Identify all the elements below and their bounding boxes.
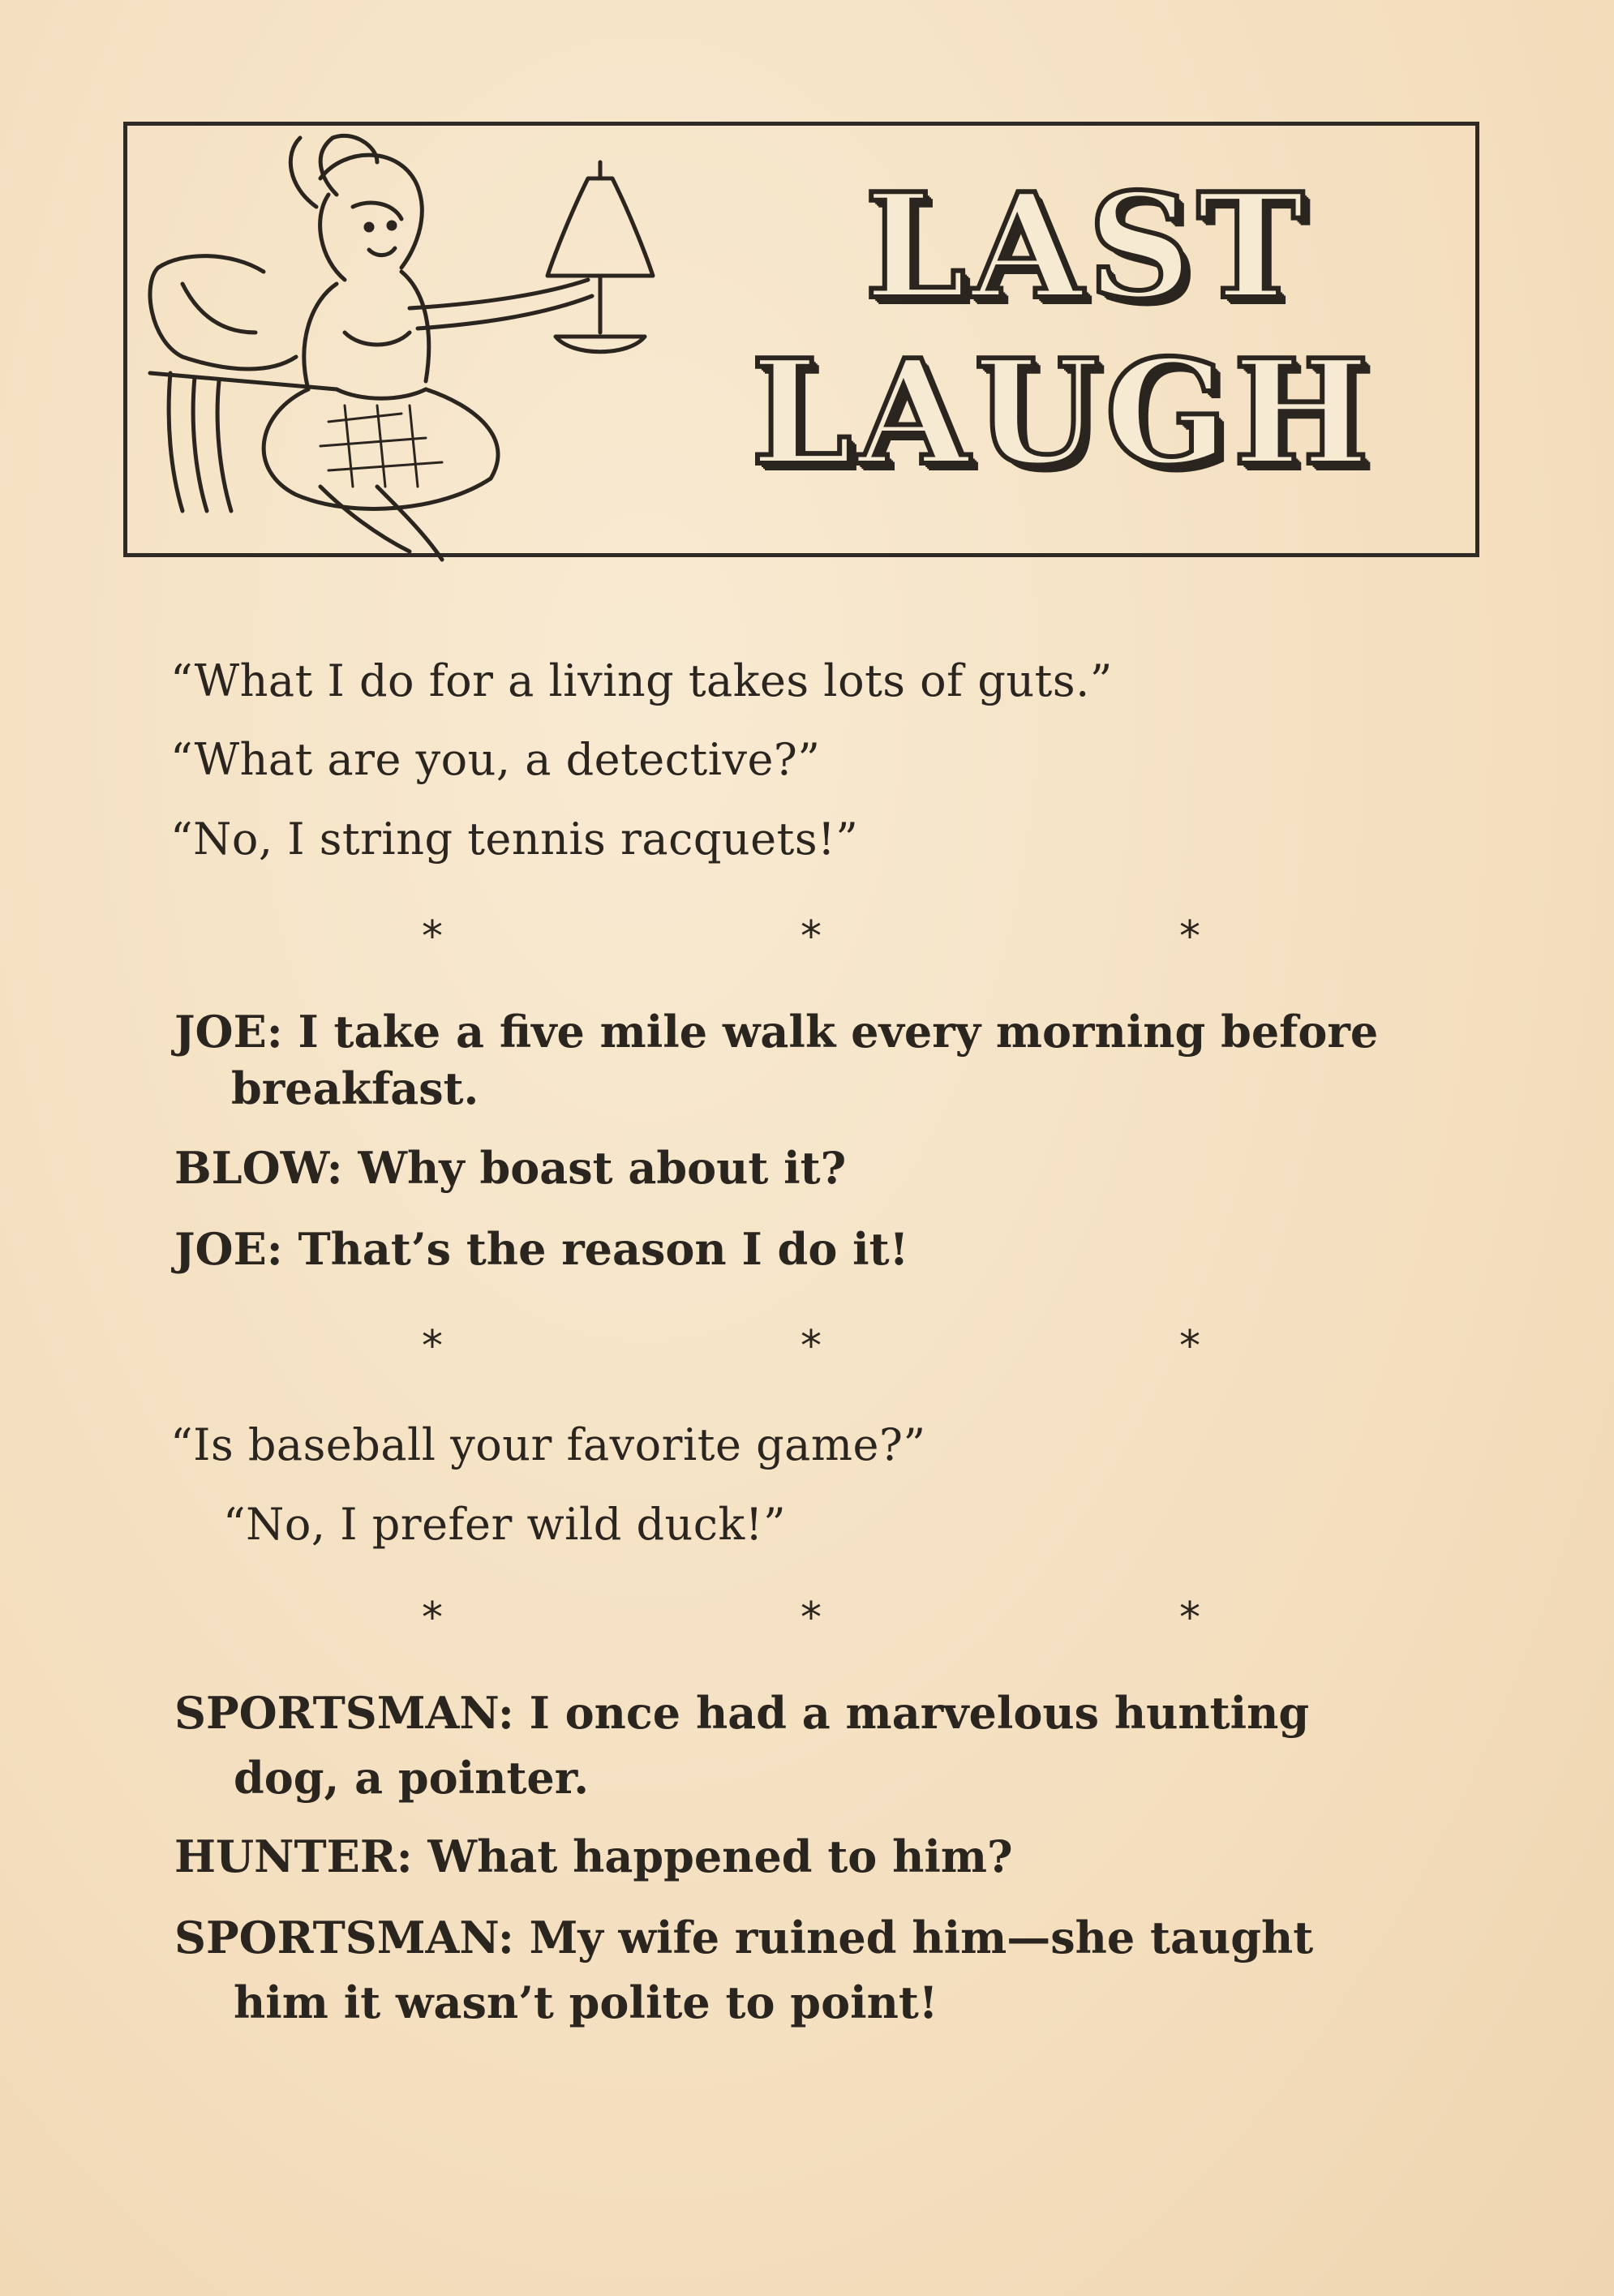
separator-star: * [422,1594,443,1642]
joke-2-line-2: breakfast. [231,1062,479,1114]
separator-3 [422,1594,1200,1642]
joke-3-line-2: “No, I prefer wild duck!” [223,1499,787,1550]
joke-4-line-5: him it wasn’t polite to point! [234,1976,938,2028]
separator-star: * [1179,1594,1200,1642]
title-last: LAST [864,161,1310,331]
joke-2-line-4: JOE: That’s the reason I do it! [174,1223,909,1275]
separator-star: * [801,1322,822,1371]
joke-1-line-3: “No, I string tennis racquets!” [170,813,859,865]
separator-star: * [1179,912,1200,961]
joke-2-line-1 [174,1006,1452,1058]
separator-star: * [801,912,822,961]
joke-4-line-4: SPORTSMAN: My wife ruined him—she taught [174,1912,1314,1963]
separator-2 [422,1322,1200,1371]
joke-4-line-3: HUNTER: What happened to him? [174,1830,1013,1882]
joke-2-line-1-text: JOE: I take a five mile walk every morning before [174,1006,1379,1058]
separator-star: * [422,912,443,961]
title-laugh: LAUGH [750,328,1375,497]
joke-2-line-3: BLOW: Why boast about it? [174,1142,847,1194]
separator-1 [422,912,1200,961]
separator-star: * [1179,1322,1200,1371]
joke-1-line-2: “What are you, a detective?” [170,734,821,785]
joke-4-line-1: SPORTSMAN: I once had a marvelous hunting [174,1687,1310,1739]
pinup-girl-with-lamp-illustration [134,130,702,600]
separator-star: * [422,1322,443,1371]
joke-4-line-2: dog, a pointer. [234,1752,590,1804]
joke-1-line-1: “What I do for a living takes lots of guts.” [170,655,1113,706]
separator-star: * [801,1594,822,1642]
joke-3-line-1: “Is baseball your favorite game?” [170,1419,926,1470]
